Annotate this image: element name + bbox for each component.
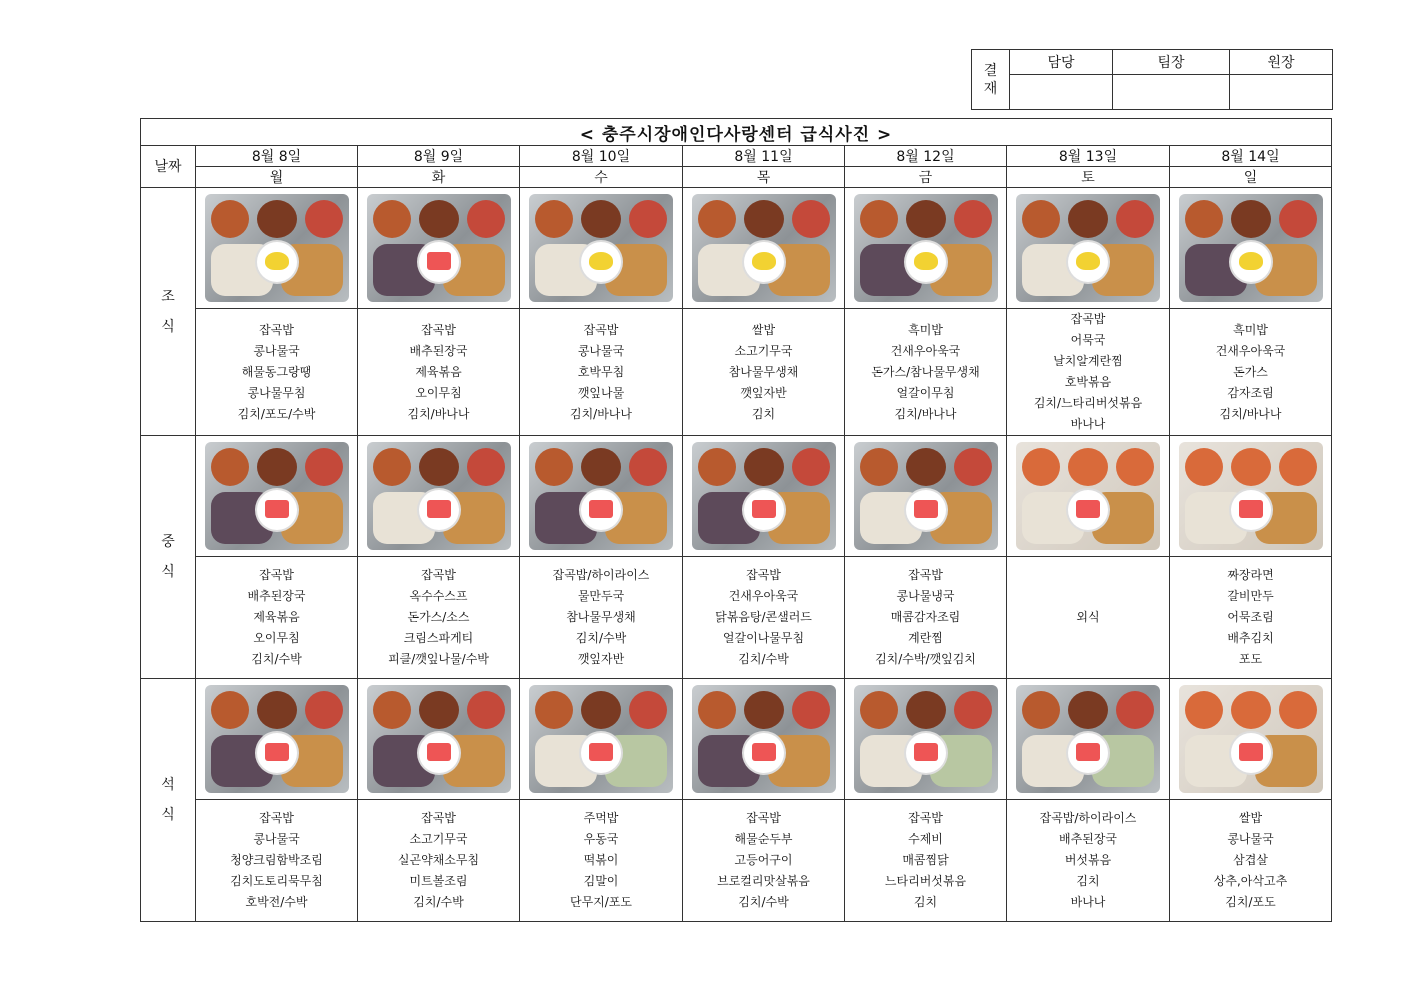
fruit-plate [581,733,621,773]
menu-item: 김치/수박 [413,895,464,909]
dish-shape [419,200,459,238]
meal-photo[interactable] [1016,194,1160,302]
dish-shape [860,448,898,486]
menu-item: 얼갈이무침 [896,385,955,400]
dish-shape [1068,448,1108,486]
photo-row [141,679,1332,800]
menu-cell [520,309,683,436]
menu-item: 제육볶음 [253,610,300,624]
meal-label [141,679,196,922]
menu-item: 버섯볶음 [1064,853,1112,867]
signature-cell-director[interactable] [1230,75,1333,110]
menu-item: 콩나물국 [577,343,625,358]
dish-shape [467,448,505,486]
menu-item: 참나물무생채 [566,610,636,624]
menu-cell [1007,309,1170,436]
fruit-plate [419,490,459,530]
meal-photo[interactable] [205,685,349,793]
menu-row [141,800,1332,922]
dish-shape [535,691,573,729]
dish-shape [1116,448,1154,486]
menu-item: 김치/바나나 [1219,406,1282,421]
menu-item: 흑미밥 [908,322,943,337]
meal-photo[interactable] [692,442,836,550]
meal-photo[interactable] [1179,685,1323,793]
menu-item: 잡곡밥 [421,322,456,337]
date-cell: 8월 10일 [520,146,683,167]
menu-cell [683,800,845,922]
meal-photo-cell [520,188,683,309]
menu-item: 잡곡밥 [746,811,781,825]
dish-shape [1068,200,1108,238]
meal-photo-cell [1170,188,1332,309]
meal-photo[interactable] [205,442,349,550]
menu-row [141,309,1332,436]
date-label: 날짜 [141,146,196,188]
menu-item: 건새우아욱국 [728,589,799,603]
menu-cell [520,557,683,679]
menu-item: 감자조림 [1227,385,1274,400]
meal-photo[interactable] [1016,442,1160,550]
menu-cell [845,309,1007,436]
menu-item: 잡곡밥 [421,811,456,825]
dish-shape [792,691,830,729]
fruit-plate [744,242,784,282]
meal-photo-cell [196,436,358,557]
meal-photo-cell [520,436,683,557]
menu-item: 옥수수스프 [409,589,468,603]
dish-shape [419,691,459,729]
menu-item: 김치/수박 [738,652,789,666]
dish-shape [629,200,667,238]
meal-photo-cell [1007,188,1170,309]
weekday-cell: 목 [683,167,845,188]
dish-shape [257,200,297,238]
menu-cell [358,557,520,679]
approval-header-team-lead: 팀장 [1113,50,1230,75]
fruit-plate [581,242,621,282]
menu-item: 잡곡밥 [259,322,294,337]
weekday-cell: 월 [196,167,358,188]
menu-item: 실곤약채소무침 [397,853,480,867]
menu-item: 청양크림함박조림 [230,853,323,867]
fruit-plate [581,490,621,530]
menu-item: 김치 [1076,874,1100,888]
menu-item: 포도 [1238,652,1263,666]
menu-item: 흑미밥 [1233,322,1268,337]
meal-photo[interactable] [692,685,836,793]
weekday-cell: 토 [1007,167,1170,188]
menu-item: 잡곡밥 [908,811,943,825]
dish-shape [257,448,297,486]
fruit-plate [906,733,946,773]
menu-item: 깻잎자반 [740,385,787,400]
menu-item: 콩나물국 [253,343,300,358]
meal-label-char: 식 [161,807,175,823]
dish-shape [629,448,667,486]
meal-photo[interactable] [205,194,349,302]
menu-item: 잡곡밥/하이라이스 [1039,811,1137,825]
dish-shape [1116,691,1154,729]
meal-photo[interactable] [529,194,673,302]
dish-shape [1185,691,1223,729]
dish-shape [1185,200,1223,238]
meal-label-char: 중 [161,534,175,550]
menu-item: 콩나물국 [1227,832,1274,846]
menu-item: 잡곡밥 [259,568,294,582]
menu-cell [196,800,358,922]
menu-item: 잡곡밥 [583,322,619,337]
dish-shape [1279,200,1317,238]
dish-shape [792,200,830,238]
dish-shape [1185,448,1223,486]
fruit-plate [419,733,459,773]
menu-item: 브로컬리맛살볶음 [717,874,810,888]
meal-photo[interactable] [1179,194,1323,302]
menu-item: 잡곡밥 [1070,312,1106,326]
fruit-plate [419,242,459,282]
menu-item: 김치/느타리버섯볶음 [1033,396,1143,410]
meal-photo[interactable] [1016,685,1160,793]
fruit-plate [1231,733,1271,773]
dish-shape [257,691,297,729]
menu-item: 떡볶이 [583,853,619,867]
menu-item: 해물동그랑땡 [241,364,312,379]
meal-label [141,436,196,679]
dish-shape [698,448,736,486]
dish-shape [211,691,249,729]
meal-label-char: 식 [161,564,175,580]
meal-photo[interactable] [1179,442,1323,550]
dish-shape [535,200,573,238]
dish-shape [954,691,992,729]
menu-item: 얼갈이나물무침 [722,631,805,645]
dish-shape [1279,691,1317,729]
meal-photo[interactable] [854,194,998,302]
dish-shape [744,691,784,729]
menu-item: 오이무침 [415,385,462,400]
meal-photo-cell [683,188,845,309]
menu-item: 갈비만두 [1227,589,1274,603]
fruit-plate [1068,490,1108,530]
menu-item: 김치/바나나 [894,406,957,421]
dish-shape [1116,200,1154,238]
approval-header-director: 원장 [1230,50,1333,75]
dish-shape [744,448,784,486]
menu-item: 김치도토리묵무침 [230,874,323,888]
menu-item: 주먹밥 [583,811,619,825]
menu-item: 쌀밥 [751,322,776,337]
menu-item: 오이무침 [253,631,300,645]
meal-photo-cell [1170,436,1332,557]
dish-shape [860,200,898,238]
menu-item: 돈가스/참나물무생채 [871,364,980,379]
meal-photo-cell [683,679,845,800]
menu-item: 배추된장국 [409,343,468,358]
menu-item: 크림스파게티 [403,631,474,645]
menu-item: 돈가스/소스 [407,610,470,624]
fruit-plate [906,242,946,282]
dish-shape [419,448,459,486]
fruit-plate [257,242,297,282]
menu-item: 호박무침 [577,364,625,379]
signature-cell-staff[interactable] [1010,75,1113,110]
menu-item: 피클/깻잎나물/수박 [388,652,489,666]
menu-cell [1170,557,1332,679]
menu-item: 단무지/포도 [569,895,632,909]
menu-item: 잡곡밥 [259,811,294,825]
menu-item: 수제비 [908,832,943,846]
meal-label [141,188,196,436]
fruit-plate [744,490,784,530]
date-cell: 8월 13일 [1007,146,1170,167]
menu-cell [845,557,1007,679]
menu-item: 김치/포도/수박 [237,406,316,421]
fruit-plate [1068,242,1108,282]
dish-shape [1022,448,1060,486]
fruit-plate [1231,242,1271,282]
menu-cell [1170,309,1332,436]
meal-photo-cell [358,188,520,309]
menu-item: 느타리버섯볶음 [884,874,967,888]
meal-photo[interactable] [529,685,673,793]
dish-shape [581,200,621,238]
fruit-plate [1231,490,1271,530]
menu-item: 잡곡밥/하이라이스 [552,568,650,582]
menu-item: 김치/수박 [575,631,627,645]
meal-photo-cell [845,679,1007,800]
dish-shape [305,448,343,486]
fruit-plate [906,490,946,530]
menu-cell [358,800,520,922]
date-cell: 8월 12일 [845,146,1007,167]
meal-photo[interactable] [367,685,511,793]
photo-row [141,436,1332,557]
menu-item: 어묵국 [1070,333,1106,347]
dish-shape [211,200,249,238]
menu-item: 호박전/수박 [245,895,308,909]
meal-photo-cell [683,436,845,557]
meal-photo-cell [845,188,1007,309]
meal-photo-cell [358,679,520,800]
menu-item: 김말이 [583,874,619,888]
dish-shape [906,691,946,729]
menu-item: 배추된장국 [247,589,306,603]
menu-cell [1007,557,1170,679]
menu-item: 소고기무국 [734,343,793,358]
dish-shape [1231,200,1271,238]
fruit-plate [1068,733,1108,773]
meal-photo-cell [845,436,1007,557]
dish-shape [581,691,621,729]
weekday-cell: 금 [845,167,1007,188]
meal-photo[interactable] [854,442,998,550]
dish-shape [1279,448,1317,486]
signature-cell-team-lead[interactable] [1113,75,1230,110]
menu-item: 삼겹살 [1233,853,1268,867]
menu-item: 김치 [913,895,938,909]
fruit-plate [744,733,784,773]
fruit-plate [257,490,297,530]
meal-photo-cell [1007,436,1170,557]
menu-item: 미트볼조림 [409,874,468,888]
menu-item: 어묵조림 [1227,610,1274,624]
menu-cell [358,309,520,436]
menu-item: 배추된장국 [1059,832,1117,846]
menu-item: 상추,아삭고추 [1213,874,1288,888]
menu-item: 김치/바나나 [569,406,632,421]
menu-item: 바나나 [1070,895,1106,909]
dish-shape [629,691,667,729]
menu-item: 김치/수박/깻잎김치 [875,652,976,666]
weekday-cell: 일 [1170,167,1332,188]
dish-shape [698,200,736,238]
meal-photo[interactable] [367,194,511,302]
menu-item: 고등어구이 [734,853,793,867]
menu-item: 매콤찜닭 [902,853,949,867]
meal-photo-cell [520,679,683,800]
dish-shape [906,200,946,238]
menu-item: 건새우아욱국 [890,343,961,358]
dish-shape [954,200,992,238]
menu-item: 김치/수박 [251,652,302,666]
dish-shape [954,448,992,486]
menu-item: 콩나물냉국 [896,589,955,603]
menu-item: 제육볶음 [415,364,462,379]
meal-photo[interactable] [529,442,673,550]
meal-photo-cell [196,679,358,800]
menu-item: 우동국 [583,832,619,846]
menu-cell [196,557,358,679]
approval-header-staff: 담당 [1010,50,1113,75]
meal-label-char: 조 [161,288,175,305]
dish-shape [1022,691,1060,729]
menu-item: 쌀밥 [1238,811,1263,825]
menu-item: 닭볶음탕/콘샐러드 [715,610,812,624]
dish-shape [467,200,505,238]
weekday-cell: 수 [520,167,683,188]
date-cell: 8월 14일 [1170,146,1332,167]
meal-photo-cell [1007,679,1170,800]
menu-item: 돈가스 [1233,364,1268,379]
dish-shape [581,448,621,486]
menu-item: 콩나물무침 [247,385,306,400]
menu-cell [683,309,845,436]
menu-item: 잡곡밥 [746,568,781,582]
dish-shape [373,448,411,486]
menu-item: 외식 [1076,610,1100,624]
dish-shape [906,448,946,486]
dish-shape [744,200,784,238]
dish-shape [373,691,411,729]
meal-photo-cell [1170,679,1332,800]
meal-photo[interactable] [367,442,511,550]
menu-cell [520,800,683,922]
dish-shape [1068,691,1108,729]
approval-label: 결 재 [972,50,1010,110]
page-title: < 충주시장애인다사랑센터 급식사진 > [141,119,1332,146]
menu-item: 깻잎나물 [577,385,625,400]
dish-shape [792,448,830,486]
menu-item: 날치알계란찜 [1053,354,1123,368]
menu-item: 콩나물국 [253,832,300,846]
menu-item: 김치 [751,406,776,421]
menu-cell [1007,800,1170,922]
dish-shape [1231,691,1271,729]
dish-shape [535,448,573,486]
meal-label-char: 식 [161,318,175,335]
menu-item: 바나나 [1070,417,1106,431]
dish-shape [373,200,411,238]
meal-photo[interactable] [854,685,998,793]
menu-cell [1170,800,1332,922]
menu-item: 매콤감자조림 [890,610,961,624]
menu-item: 김치/포도 [1225,895,1276,909]
photo-row [141,188,1332,309]
menu-cell [845,800,1007,922]
date-cell: 8월 11일 [683,146,845,167]
fruit-plate [257,733,297,773]
menu-item: 잡곡밥 [421,568,456,582]
menu-item: 소고기무국 [409,832,468,846]
dish-shape [305,200,343,238]
dish-shape [1022,200,1060,238]
dish-shape [860,691,898,729]
menu-row [141,557,1332,679]
menu-item: 물만두국 [577,589,625,603]
dish-shape [211,448,249,486]
menu-item: 참나물무생채 [728,364,799,379]
menu-item: 짜장라면 [1227,568,1274,582]
weekday-cell: 화 [358,167,520,188]
meal-photo-cell [358,436,520,557]
menu-item: 계란찜 [908,631,943,645]
dish-shape [698,691,736,729]
menu-item: 김치/바나나 [407,406,470,421]
menu-item: 해물순두부 [734,832,793,846]
menu-item: 호박볶음 [1064,375,1112,389]
dish-shape [467,691,505,729]
dish-shape [1231,448,1271,486]
approval-box [971,49,1333,110]
menu-cell [683,557,845,679]
menu-item: 김치/수박 [738,895,789,909]
dish-shape [305,691,343,729]
meal-photo[interactable] [692,194,836,302]
date-cell: 8월 8일 [196,146,358,167]
menu-item: 깻잎자반 [577,652,625,666]
menu-item: 잡곡밥 [908,568,943,582]
menu-item: 건새우아욱국 [1215,343,1286,358]
menu-cell [196,309,358,436]
meal-photo-table [140,118,1332,922]
menu-item: 배추김치 [1227,631,1274,645]
date-cell: 8월 9일 [358,146,520,167]
meal-photo-cell [196,188,358,309]
meal-label-char: 석 [161,777,175,793]
